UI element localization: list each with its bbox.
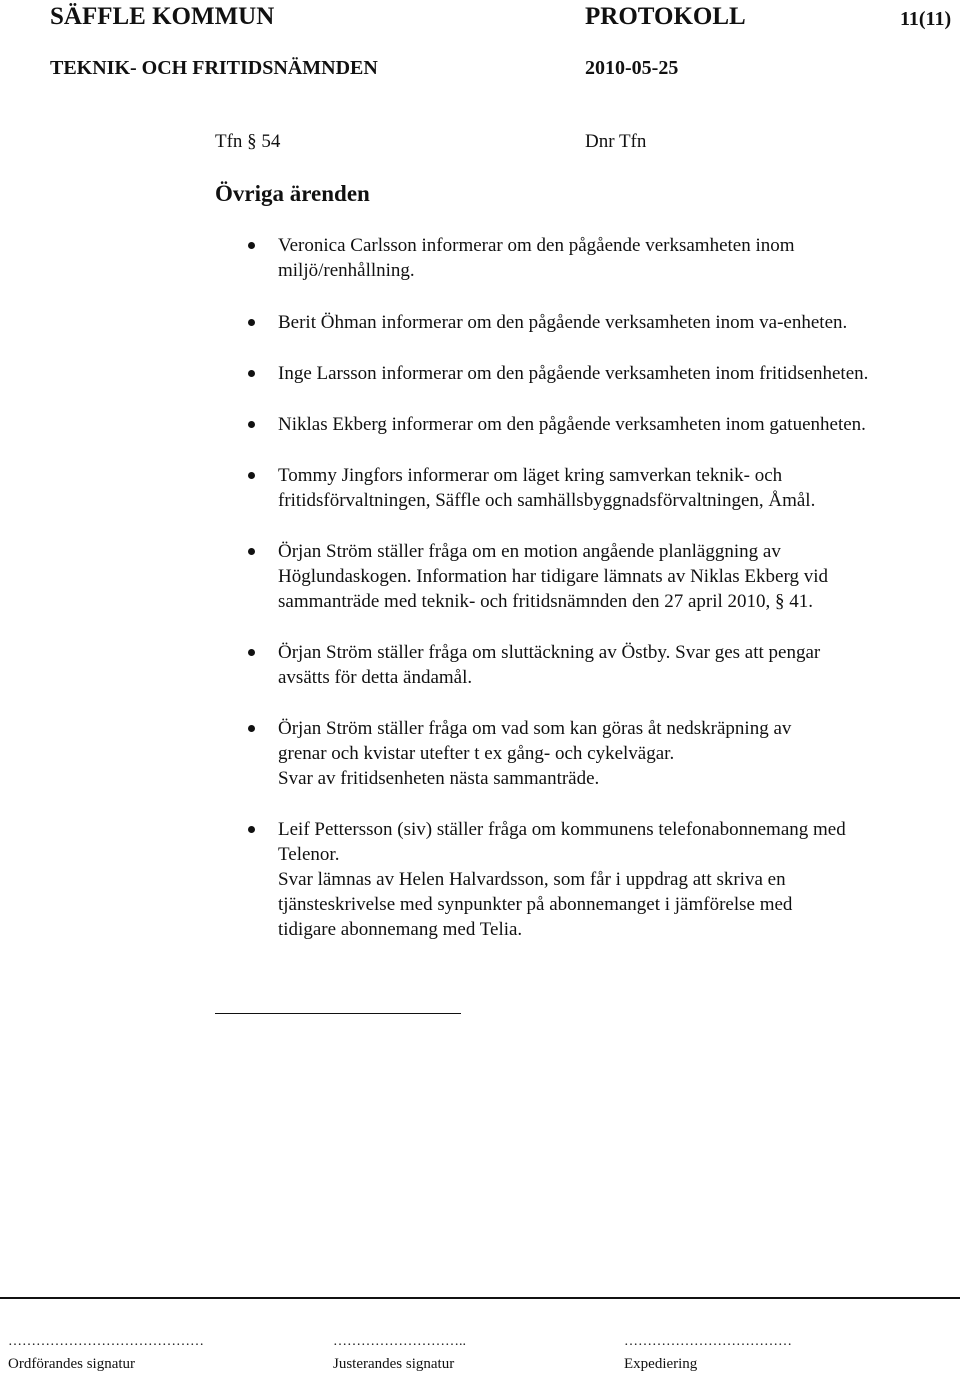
list-item [278, 310, 938, 335]
list-item-line: Svar av fritidsenheten nästa sammanträde. [278, 768, 600, 789]
adjuster-signature-dots: ……………………….. [333, 1334, 466, 1349]
list-item [278, 716, 938, 791]
bullet-icon [248, 242, 255, 249]
bullet-icon [248, 421, 255, 428]
list-item [278, 233, 938, 283]
list-item [278, 539, 938, 614]
section-title: Övriga ärenden [215, 181, 370, 206]
list-item-line: avsätts för detta ändamål. [278, 667, 473, 688]
list-item-line: Örjan Ström ställer fråga om vad som kan göras åt nedskräpning av [278, 718, 792, 739]
expedition-dots: ……………………………… [624, 1334, 792, 1349]
chair-signature-dots: …………………………………… [8, 1334, 204, 1349]
list-item-line: grenar och kvistar utefter t ex gång- och cykelvägar. [278, 743, 675, 764]
adjuster-signature-label: Justerandes signatur [333, 1356, 455, 1372]
list-item-line: Höglundaskogen. Information har tidigare lämnats av Niklas Ekberg vid [278, 566, 828, 587]
list-item-line: Niklas Ekberg informerar om den pågående verksamheten inom gatuenheten. [278, 414, 866, 435]
list-item-line: tjänsteskrivelse med synpunkter på abonnemanget i jämförelse med [278, 894, 793, 915]
list-item [278, 640, 938, 690]
bullet-icon [248, 826, 255, 833]
document-type: PROTOKOLL [585, 3, 746, 30]
meeting-date: 2010-05-25 [585, 57, 679, 79]
signature-line [215, 1013, 461, 1014]
list-item-line: Telenor. [278, 844, 340, 865]
list-item-line: Örjan Ström ställer fråga om sluttäckning av Östby. Svar ges att pengar [278, 642, 821, 663]
list-item [278, 817, 938, 942]
bullet-icon [248, 472, 255, 479]
list-item [278, 361, 938, 386]
list-item-line: Tommy Jingfors informerar om läget kring samverkan teknik- och [278, 465, 783, 486]
list-item-line: Berit Öhman informerar om den pågående verksamheten inom va-enheten. [278, 312, 848, 333]
bullet-icon [248, 370, 255, 377]
paragraph-number: Tfn § 54 [215, 131, 281, 152]
bullet-icon [248, 725, 255, 732]
page-number: 11(11) [900, 8, 952, 30]
bullet-icon [248, 649, 255, 656]
bullet-icon [248, 319, 255, 326]
bullet-icon [248, 548, 255, 555]
list-item-line: Svar lämnas av Helen Halvardsson, som får i uppdrag att skriva en [278, 869, 786, 890]
dnr-label: Dnr Tfn [585, 131, 647, 152]
chair-signature-label: Ordförandes signatur [8, 1356, 136, 1372]
municipality-name: SÄFFLE KOMMUN [50, 3, 275, 30]
list-item-line: Veronica Carlsson informerar om den pågående verksamheten inom [278, 235, 795, 256]
footer-rule [0, 1297, 960, 1299]
list-item [278, 412, 938, 437]
list-item-line: Leif Pettersson (siv) ställer fråga om kommunens telefonabonnemang med [278, 819, 846, 840]
list-item-line: miljö/renhållning. [278, 260, 415, 281]
list-item-line: Örjan Ström ställer fråga om en motion angående planläggning av [278, 541, 781, 562]
list-item-line: sammanträde med teknik- och fritidsnämnden den 27 april 2010, § 41. [278, 591, 814, 612]
list-item-line: tidigare abonnemang med Telia. [278, 919, 523, 940]
list-item-line: fritidsförvaltningen, Säffle och samhällsbyggnadsförvaltningen, Åmål. [278, 490, 816, 511]
expedition-label: Expediering [624, 1356, 698, 1372]
committee-name: TEKNIK- OCH FRITIDSNÄMNDEN [50, 57, 378, 79]
list-item-line: Inge Larsson informerar om den pågående verksamheten inom fritidsenheten. [278, 363, 869, 384]
list-item [278, 463, 938, 513]
